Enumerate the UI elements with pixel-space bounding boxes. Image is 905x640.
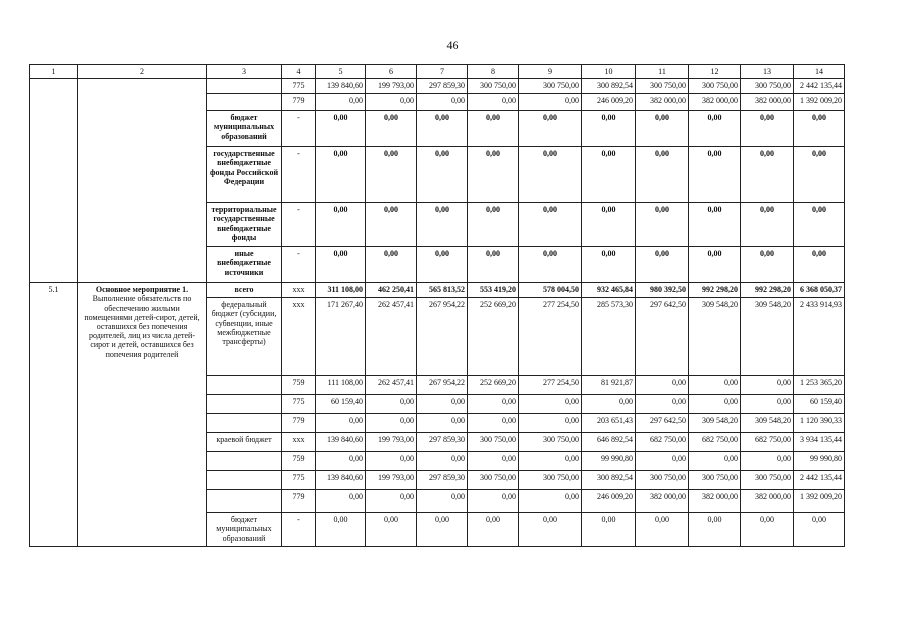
value-cell: 682 750,00 [689, 433, 741, 452]
value-cell: 300 750,00 [636, 471, 689, 490]
value-cell: 0,00 [636, 452, 689, 471]
value-cell: 246 009,20 [582, 490, 636, 513]
value-cell: 300 750,00 [468, 471, 519, 490]
value-cell: 0,00 [316, 247, 366, 283]
value-cell: 81 921,87 [582, 376, 636, 395]
value-cell: 0,00 [741, 513, 794, 547]
value-cell: 0,00 [417, 452, 468, 471]
value-cell: 0,00 [417, 247, 468, 283]
value-cell: 0,00 [519, 414, 582, 433]
header-cell: 3 [207, 65, 282, 79]
value-cell: 0,00 [519, 111, 582, 147]
value-cell: 246 009,20 [582, 94, 636, 111]
code-cell: - [282, 111, 316, 147]
value-cell: 646 892,54 [582, 433, 636, 452]
value-cell: 262 457,41 [366, 298, 417, 376]
value-cell: 300 750,00 [689, 471, 741, 490]
code-cell: 775 [282, 395, 316, 414]
value-cell: 0,00 [366, 513, 417, 547]
value-cell: 0,00 [316, 513, 366, 547]
value-cell: 0,00 [468, 414, 519, 433]
value-cell: 0,00 [689, 111, 741, 147]
code-cell: 759 [282, 376, 316, 395]
header-cell: 2 [78, 65, 207, 79]
header-cell: 1 [30, 65, 78, 79]
value-cell: 199 793,00 [366, 471, 417, 490]
value-cell: 0,00 [582, 395, 636, 414]
code-cell: - [282, 203, 316, 247]
funding-source-cell: бюджет муниципальных образований [207, 513, 282, 547]
value-cell: 297 859,30 [417, 79, 468, 94]
value-cell: 0,00 [741, 376, 794, 395]
value-cell: 1 392 009,20 [794, 94, 845, 111]
header-cell: 12 [689, 65, 741, 79]
value-cell: 382 000,00 [636, 94, 689, 111]
value-cell: 0,00 [417, 490, 468, 513]
value-cell: 0,00 [366, 203, 417, 247]
value-cell: 297 859,30 [417, 433, 468, 452]
value-cell: 0,00 [417, 111, 468, 147]
value-cell: 60 159,40 [316, 395, 366, 414]
value-cell: 300 892,54 [582, 471, 636, 490]
code-cell: ххх [282, 298, 316, 376]
code-cell: ххх [282, 283, 316, 298]
value-cell: 0,00 [366, 452, 417, 471]
value-cell: 0,00 [582, 203, 636, 247]
header-cell: 10 [582, 65, 636, 79]
value-cell: 0,00 [417, 395, 468, 414]
code-cell: 779 [282, 94, 316, 111]
value-cell: 0,00 [316, 203, 366, 247]
value-cell: 462 250,41 [366, 283, 417, 298]
value-cell: 311 108,00 [316, 283, 366, 298]
value-cell: 0,00 [689, 513, 741, 547]
funding-source-cell [207, 79, 282, 94]
value-cell: 578 004,50 [519, 283, 582, 298]
value-cell: 199 793,00 [366, 79, 417, 94]
funding-source-cell: бюджет муниципальных образований [207, 111, 282, 147]
value-cell: 199 793,00 [366, 433, 417, 452]
funding-source-cell: всего [207, 283, 282, 298]
value-cell: 252 669,20 [468, 298, 519, 376]
value-cell: 0,00 [794, 247, 845, 283]
funding-source-cell: территориальные государственные внебюджетные фонды [207, 203, 282, 247]
value-cell: 382 000,00 [636, 490, 689, 513]
value-cell: 262 457,41 [366, 376, 417, 395]
value-cell: 0,00 [794, 513, 845, 547]
value-cell: 0,00 [468, 513, 519, 547]
header-cell: 4 [282, 65, 316, 79]
value-cell: 0,00 [636, 513, 689, 547]
header-cell: 7 [417, 65, 468, 79]
funding-source-cell: государственные внебюджетные фонды Российской Федерации [207, 147, 282, 203]
measure-description: Выполнение обязательств по обеспечению жилыми помещениями детей-сирот, детей, оставшихся без попечения родителей, лиц из числа детей-сирот и детей, оставшихся без попечения родителей [84, 294, 200, 359]
value-cell: 139 840,60 [316, 79, 366, 94]
value-cell: 0,00 [366, 94, 417, 111]
table-row [30, 283, 845, 298]
value-cell: 309 548,20 [689, 298, 741, 376]
value-cell: 139 840,60 [316, 471, 366, 490]
value-cell: 300 750,00 [468, 79, 519, 94]
value-cell: 682 750,00 [636, 433, 689, 452]
value-cell: 0,00 [794, 111, 845, 147]
value-cell: 0,00 [636, 395, 689, 414]
value-cell: 1 120 390,33 [794, 414, 845, 433]
value-cell: 0,00 [741, 452, 794, 471]
value-cell: 0,00 [689, 147, 741, 203]
funding-source-cell [207, 414, 282, 433]
value-cell: 300 750,00 [519, 433, 582, 452]
funding-source-cell [207, 471, 282, 490]
value-cell: 285 573,30 [582, 298, 636, 376]
value-cell: 0,00 [316, 452, 366, 471]
header-cell: 11 [636, 65, 689, 79]
header-cell: 8 [468, 65, 519, 79]
value-cell: 932 465,84 [582, 283, 636, 298]
value-cell: 2 442 135,44 [794, 471, 845, 490]
value-cell: 382 000,00 [689, 490, 741, 513]
header-cell: 14 [794, 65, 845, 79]
value-cell: 309 548,20 [689, 414, 741, 433]
value-cell: 0,00 [366, 147, 417, 203]
value-cell: 2 433 914,93 [794, 298, 845, 376]
value-cell: 0,00 [316, 94, 366, 111]
value-cell: 0,00 [519, 395, 582, 414]
value-cell: 0,00 [316, 147, 366, 203]
value-cell: 0,00 [689, 452, 741, 471]
value-cell: 0,00 [689, 203, 741, 247]
value-cell: 171 267,40 [316, 298, 366, 376]
value-cell: 0,00 [519, 147, 582, 203]
value-cell: 0,00 [636, 376, 689, 395]
value-cell: 382 000,00 [741, 490, 794, 513]
value-cell: 1 253 365,20 [794, 376, 845, 395]
header-cell: 5 [316, 65, 366, 79]
value-cell: 0,00 [366, 395, 417, 414]
value-cell: 0,00 [689, 395, 741, 414]
value-cell: 0,00 [468, 94, 519, 111]
page-number: 46 [446, 38, 459, 52]
value-cell: 0,00 [636, 147, 689, 203]
row-number-cell: 5.1 [30, 283, 78, 547]
value-cell: 60 159,40 [794, 395, 845, 414]
value-cell: 139 840,60 [316, 433, 366, 452]
value-cell: 0,00 [417, 147, 468, 203]
value-cell: 0,00 [316, 490, 366, 513]
value-cell: 277 254,50 [519, 298, 582, 376]
header-row [30, 65, 845, 79]
value-cell: 277 254,50 [519, 376, 582, 395]
value-cell: 0,00 [519, 203, 582, 247]
funding-source-cell: краевой бюджет [207, 433, 282, 452]
row-number-cell [30, 79, 78, 283]
value-cell: 682 750,00 [741, 433, 794, 452]
value-cell: 252 669,20 [468, 376, 519, 395]
value-cell: 300 750,00 [636, 79, 689, 94]
value-cell: 0,00 [417, 513, 468, 547]
value-cell: 0,00 [366, 414, 417, 433]
value-cell: 382 000,00 [741, 94, 794, 111]
value-cell: 0,00 [366, 111, 417, 147]
value-cell: 553 419,20 [468, 283, 519, 298]
funding-source-cell [207, 490, 282, 513]
value-cell: 0,00 [519, 513, 582, 547]
value-cell: 0,00 [636, 203, 689, 247]
table-row [30, 79, 845, 94]
value-cell: 297 859,30 [417, 471, 468, 490]
value-cell: 300 892,54 [582, 79, 636, 94]
funding-source-cell [207, 376, 282, 395]
code-cell: 779 [282, 414, 316, 433]
value-cell: 6 368 050,37 [794, 283, 845, 298]
measure-description-cell [78, 283, 207, 547]
value-cell: 0,00 [794, 203, 845, 247]
funding-source-cell [207, 94, 282, 111]
code-cell: 775 [282, 471, 316, 490]
value-cell: 0,00 [741, 111, 794, 147]
value-cell: 0,00 [741, 147, 794, 203]
value-cell: 0,00 [519, 94, 582, 111]
value-cell: 0,00 [741, 247, 794, 283]
value-cell: 0,00 [468, 147, 519, 203]
code-cell: - [282, 513, 316, 547]
value-cell: 0,00 [316, 414, 366, 433]
value-cell: 300 750,00 [519, 79, 582, 94]
value-cell: 0,00 [519, 247, 582, 283]
value-cell: 111 108,00 [316, 376, 366, 395]
value-cell: 0,00 [417, 414, 468, 433]
value-cell: 0,00 [741, 395, 794, 414]
header-cell: 6 [366, 65, 417, 79]
value-cell: 0,00 [582, 111, 636, 147]
value-cell: 0,00 [366, 490, 417, 513]
value-cell: 99 990,80 [794, 452, 845, 471]
funding-source-cell [207, 395, 282, 414]
code-cell: 779 [282, 490, 316, 513]
value-cell: 0,00 [519, 490, 582, 513]
value-cell: 203 651,43 [582, 414, 636, 433]
header-cell: 13 [741, 65, 794, 79]
funding-source-cell: иные внебюджетные источники [207, 247, 282, 283]
value-cell: 300 750,00 [689, 79, 741, 94]
value-cell: 382 000,00 [689, 94, 741, 111]
value-cell: 0,00 [519, 452, 582, 471]
header-cell: 9 [519, 65, 582, 79]
value-cell: 297 642,50 [636, 298, 689, 376]
value-cell: 267 954,22 [417, 376, 468, 395]
value-cell: 0,00 [468, 490, 519, 513]
value-cell: 0,00 [582, 147, 636, 203]
value-cell: 300 750,00 [519, 471, 582, 490]
value-cell: 267 954,22 [417, 298, 468, 376]
value-cell: 0,00 [468, 247, 519, 283]
funding-source-cell [207, 452, 282, 471]
value-cell: 0,00 [468, 452, 519, 471]
value-cell: 0,00 [366, 247, 417, 283]
code-cell: 775 [282, 79, 316, 94]
value-cell: 0,00 [636, 111, 689, 147]
value-cell: 992 298,20 [741, 283, 794, 298]
value-cell: 300 750,00 [468, 433, 519, 452]
code-cell: 759 [282, 452, 316, 471]
value-cell: 0,00 [468, 395, 519, 414]
value-cell: 300 750,00 [741, 471, 794, 490]
value-cell: 1 392 009,20 [794, 490, 845, 513]
value-cell: 0,00 [636, 247, 689, 283]
value-cell: 0,00 [468, 203, 519, 247]
value-cell: 300 750,00 [741, 79, 794, 94]
value-cell: 0,00 [582, 513, 636, 547]
value-cell: 0,00 [794, 147, 845, 203]
value-cell: 565 813,52 [417, 283, 468, 298]
value-cell: 980 392,50 [636, 283, 689, 298]
value-cell: 309 548,20 [741, 298, 794, 376]
measure-title: Основное мероприятие 1. [95, 285, 189, 295]
measure-description-cell [78, 79, 207, 283]
value-cell: 0,00 [316, 111, 366, 147]
value-cell: 0,00 [689, 376, 741, 395]
value-cell: 297 642,50 [636, 414, 689, 433]
value-cell: 99 990,80 [582, 452, 636, 471]
code-cell: ххх [282, 433, 316, 452]
value-cell: 309 548,20 [741, 414, 794, 433]
value-cell: 0,00 [417, 94, 468, 111]
value-cell: 0,00 [468, 111, 519, 147]
value-cell: 0,00 [582, 247, 636, 283]
code-cell: - [282, 247, 316, 283]
budget-table [29, 64, 845, 547]
value-cell: 0,00 [689, 247, 741, 283]
value-cell: 0,00 [741, 203, 794, 247]
value-cell: 2 442 135,44 [794, 79, 845, 94]
value-cell: 992 298,20 [689, 283, 741, 298]
funding-source-cell: федеральный бюджет (субсидии, субвенции, иные межбюджетные трансферты) [207, 298, 282, 376]
value-cell: 3 934 135,44 [794, 433, 845, 452]
value-cell: 0,00 [417, 203, 468, 247]
code-cell: - [282, 147, 316, 203]
